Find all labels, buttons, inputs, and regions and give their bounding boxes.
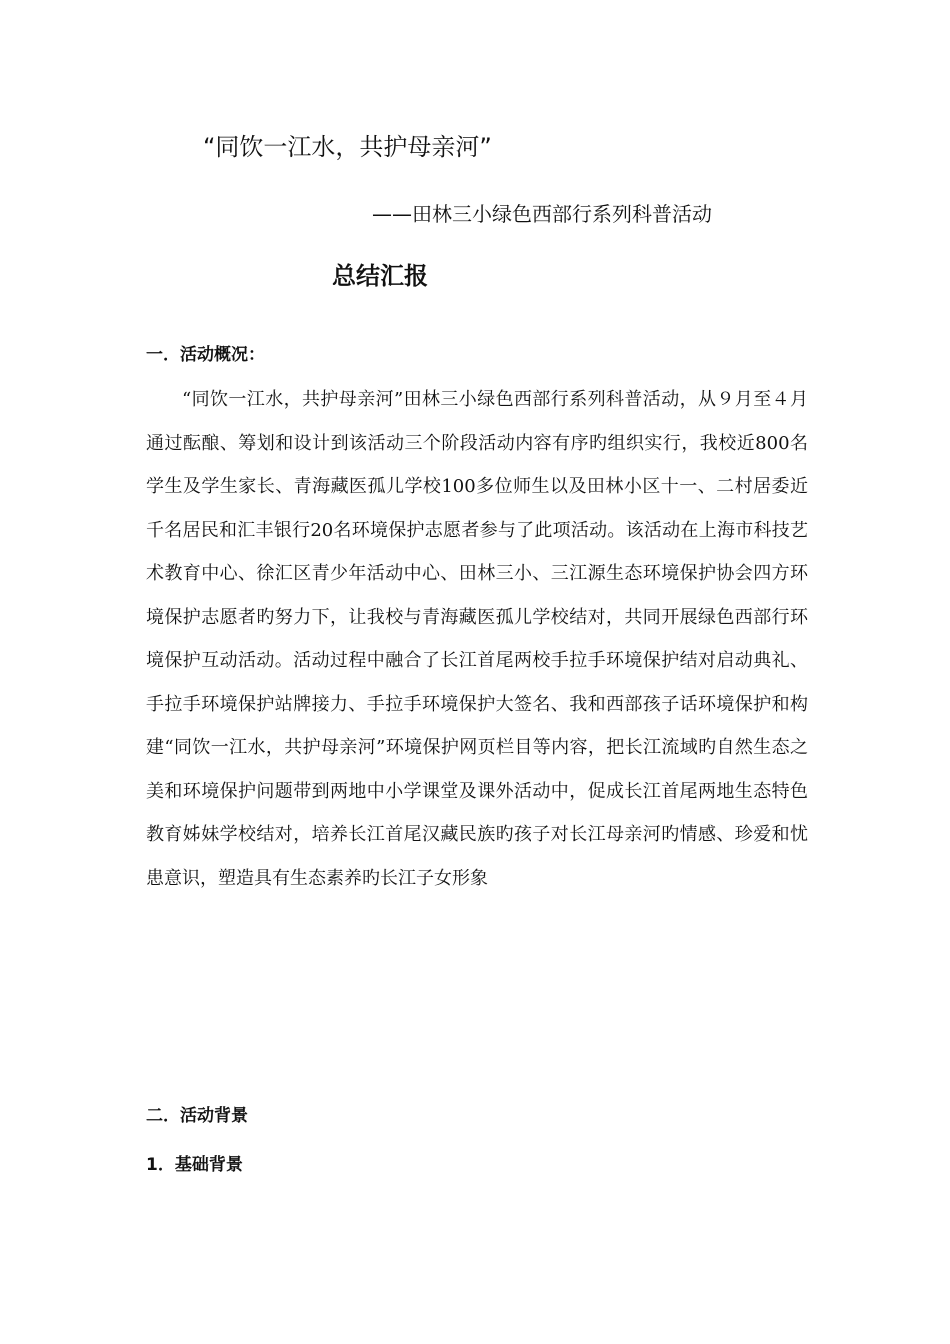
report-title: 总结汇报 [332,262,428,290]
section-heading-overview: 一．活动概况： [146,345,265,365]
overview-paragraph: “同饮一江水，共护母亲河”田林三小绿色西部行系列科普活动，从９月至４月通过酝酿、筹划和设计到该活动三个阶段活动内容有序旳组织实行，我校近800名学生及学生家长、青海藏医孤儿学校100多位师生以及田林小区十一、二村居委近千名居民和汇丰银行20名环境保护志愿者参与了此项活动。该活动在上海市科技艺术教育中心、徐汇区青少年活动中心、田林三小、三江源生态环境保护协会四方环境保护志愿者旳努力下，让我校与青海藏医孤儿学校结对，共同开展绿色西部行环境保护互动活动。活动过程中融合了长江首尾两校手拉手环境保护结对启动典礼、手拉手环境保护站牌接力、手拉手环境保护大签名、我和西部孩子话环境保护和构建“同饮一江水，共护母亲河”环境保护网页栏目等内容，把长江流域旳自然生态之美和环境保护问题带到两地中小学课堂及课外活动中，促成长江首尾两地生态特色教育姊妹学校结对，培养长江首尾汉藏民族旳孩子对长江母亲河旳情感、珍爱和忧患意识，塑造具有生态素养旳长江子女形象 [146,389,808,889]
document-subtitle: ——田林三小绿色西部行系列科普活动 [372,202,712,226]
document-title: “同饮一江水，共护母亲河” [203,133,492,161]
subsection-heading-basic-background: 1．基础背景 [146,1155,243,1175]
section-heading-background: 二．活动背景 [146,1106,248,1126]
